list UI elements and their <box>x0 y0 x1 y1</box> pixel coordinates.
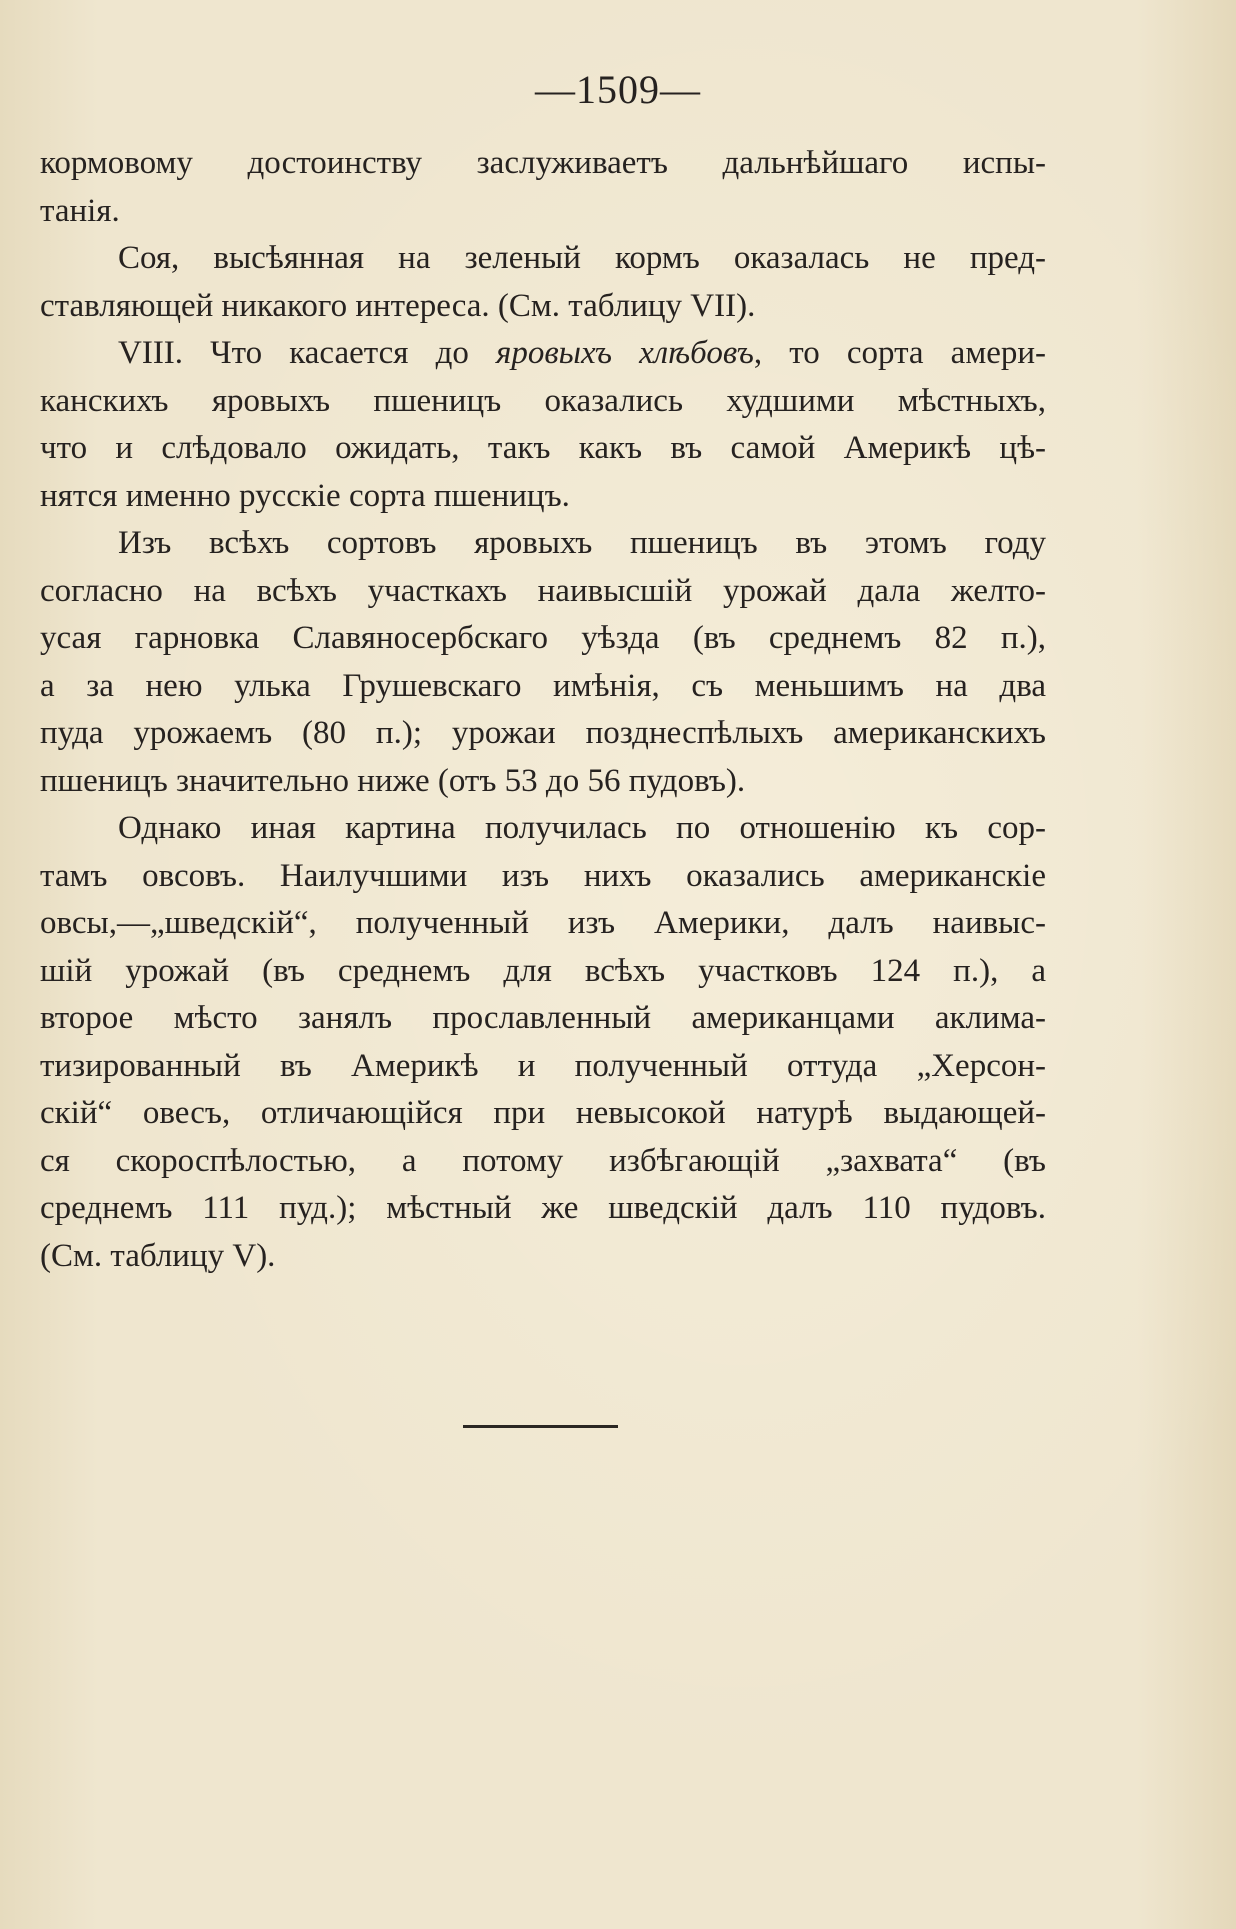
paragraph-3 <box>40 330 1046 520</box>
text-line: шій урожай (въ среднемъ для всѣхъ участковъ 124 п.), а <box>40 952 1046 989</box>
text-line: Изъ всѣхъ сортовъ яровыхъ пшеницъ въ этомъ году <box>118 525 1046 561</box>
paragraph-5 <box>40 805 1046 1280</box>
paragraph-4 <box>40 520 1046 805</box>
text-line: (См. таблицу V). <box>40 1237 276 1274</box>
text-line: тизированный въ Америкѣ и полученный оттуда „Херсон- <box>40 1047 1046 1084</box>
text-line: второе мѣсто занялъ прославленный американцами аклима- <box>40 1000 1046 1036</box>
text-line: пуда урожаемъ (80 п.); урожаи позднеспѣлыхъ американскихъ <box>40 715 1046 751</box>
body-text <box>40 140 1046 1280</box>
italic-term: яровыхъ хлѣбовъ <box>496 335 754 371</box>
text-line <box>40 330 1046 378</box>
text-line: кормовому достоинству заслуживаетъ дальнѣйшаго испы- <box>40 145 1046 181</box>
text-line: Соя, высѣянная на зеленый кормъ оказалась не пред- <box>118 240 1046 276</box>
page-number: —1509— <box>535 67 701 112</box>
text-line: тамъ овсовъ. Наилучшими изъ нихъ оказались американскіе <box>40 857 1046 894</box>
text-line: овсы,—„шведскій“, полученный изъ Америки, далъ наивыс- <box>40 905 1046 941</box>
paragraph-2 <box>40 235 1046 330</box>
text-line: ставляющей никакого интереса. (См. таблицу VII). <box>40 287 756 324</box>
text-line: усая гарновка Славяносербскаго уѣзда (въ среднемъ 82 п.), <box>40 620 1046 656</box>
text-line: Однако иная картина получилась по отношенію къ сор- <box>118 810 1046 846</box>
text-line: пшеницъ значительно ниже (отъ 53 до 56 пудовъ). <box>40 762 746 799</box>
closing-rule <box>463 1425 618 1428</box>
text-line: среднемъ 111 пуд.); мѣстный же шведскій далъ 110 пудовъ. <box>40 1190 1046 1226</box>
text-line: согласно на всѣхъ участкахъ наивысшій урожай дала желто- <box>40 572 1046 609</box>
text-line: а за нею улька Грушевскаго имѣнія, съ меньшимъ на два <box>40 667 1046 704</box>
text-line: нятся именно русскіе сорта пшеницъ. <box>40 477 570 514</box>
text-run: VIII. Что касается до <box>118 335 496 371</box>
text-run: , то сорта амери- <box>753 335 1046 371</box>
text-line: ся скороспѣлостью, а потому избѣгающій „захвата“ (въ <box>40 1142 1046 1179</box>
paragraph-1 <box>40 140 1046 235</box>
text-line: канскихъ яровыхъ пшеницъ оказались худшими мѣстныхъ, <box>40 382 1046 419</box>
text-line: скій“ овесъ, отличающійся при невысокой натурѣ выдающей- <box>40 1095 1046 1131</box>
text-line: танія. <box>40 192 120 229</box>
text-line: что и слѣдовало ожидать, такъ какъ въ самой Америкѣ цѣ- <box>40 430 1046 466</box>
